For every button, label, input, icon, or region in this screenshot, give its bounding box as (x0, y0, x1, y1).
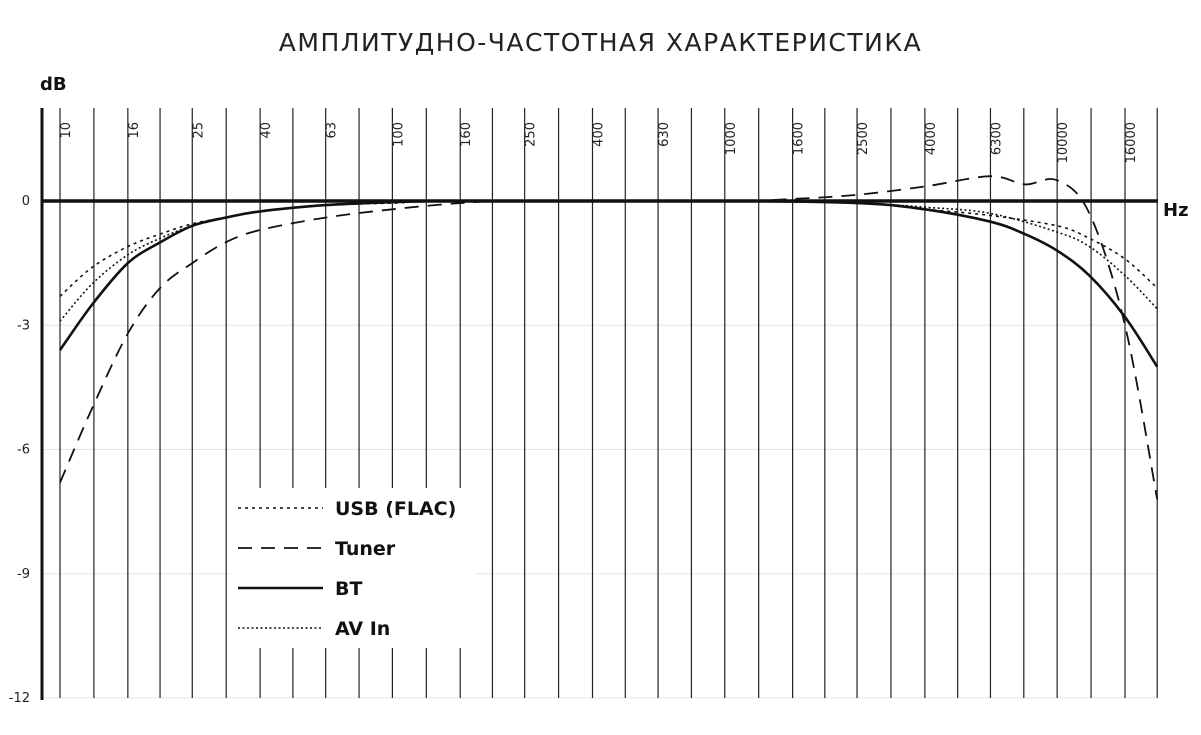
x-tick-label: 630 (657, 122, 673, 147)
legend-label-av-in: AV In (335, 618, 391, 640)
y-tick-label: -3 (17, 318, 30, 334)
legend (230, 488, 475, 648)
y-tick-label: -6 (17, 442, 30, 458)
chart-title: АМПЛИТУДНО-ЧАСТОТНАЯ ХАРАКТЕРИСТИКА (278, 28, 923, 57)
x-tick-label: 100 (391, 122, 407, 147)
x-tick-label: 6300 (989, 121, 1005, 156)
y-tick-label: -9 (17, 566, 30, 582)
x-tick-label: 63 (324, 122, 340, 139)
y-tick-label: -12 (8, 691, 30, 706)
legend-label-usb-flac: USB (FLAC) (335, 498, 457, 520)
x-tick-label: 4000 (923, 122, 939, 156)
legend-label-bt: BT (335, 578, 363, 600)
axis-layer (9, 108, 1158, 706)
x-tick-label: 1000 (723, 122, 739, 156)
x-tick-label: 400 (591, 122, 607, 147)
series-line-tuner (60, 176, 1157, 499)
series-line-bt (60, 201, 1157, 367)
series-layer (60, 176, 1157, 499)
y-tick-label: 0 (21, 194, 30, 209)
y-axis-label: dB (40, 74, 67, 95)
x-tick-label: 2500 (856, 122, 872, 156)
x-tick-label: 16 (126, 122, 142, 139)
series-line-usb-flac (60, 201, 1157, 297)
x-tick-label: 160 (459, 122, 475, 147)
x-tick-label: 10000 (1056, 122, 1072, 164)
legend-label-tuner: Tuner (335, 538, 396, 560)
x-axis-label: Hz (1163, 200, 1189, 221)
grid-layer (42, 108, 1158, 698)
x-tick-label: 40 (259, 122, 275, 139)
x-tick-label: 250 (523, 122, 539, 147)
x-tick-label: 25 (191, 122, 207, 139)
x-tick-label: 1600 (791, 122, 807, 156)
x-tick-label: 10 (59, 122, 74, 139)
x-tick-label: 16000 (1124, 122, 1139, 164)
